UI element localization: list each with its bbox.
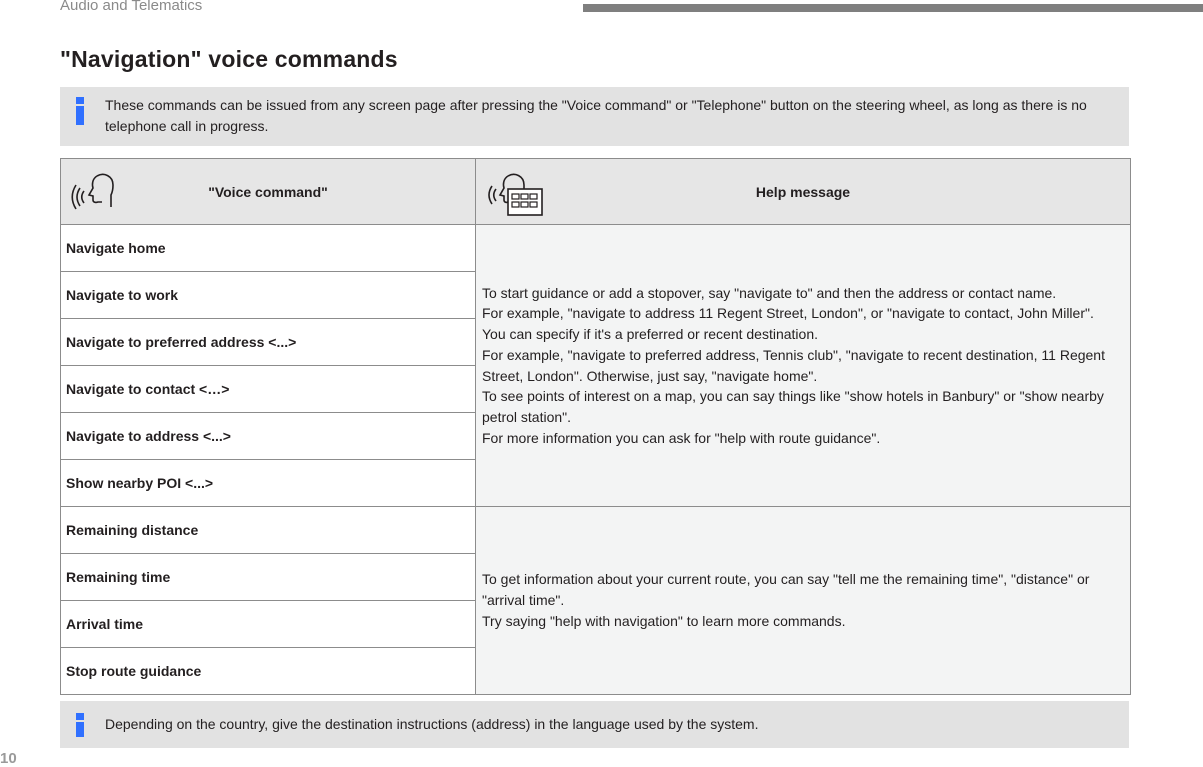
command-cell: Navigate to work [61,272,476,319]
info-text: Depending on the country, give the destination instructions (address) in the language used by the system. [105,716,759,732]
column-header-label: Help message [755,183,851,200]
command-cell: Remaining time [61,554,476,601]
command-cell: Show nearby POI <...> [61,460,476,507]
page-title: "Navigation" voice commands [60,46,398,72]
help-line: You can specify if it's a preferred or recent destination. [482,326,819,343]
command-cell: Navigate home [61,225,476,272]
help-message-cell [476,225,1131,507]
voice-commands-table [60,158,1131,695]
help-line: For more information you can ask for "help with route guidance". [482,429,881,446]
info-box-bottom [60,701,1129,748]
column-header-help-message [476,159,1131,225]
command-cell: Stop route guidance [61,648,476,695]
command-cell: Arrival time [61,601,476,648]
command-cell: Navigate to contact <…> [61,366,476,413]
column-header-label: "Voice command" [208,183,328,200]
help-line: To start guidance or add a stopover, say "navigate to" and then the address or contact name. [482,284,1057,301]
section-label: Audio and Telematics [60,0,203,14]
page-number: 10 [0,750,17,767]
help-line: To get information about your current route, you can say "tell me the remaining time", "distance" or "arrival time". [482,571,1090,609]
table-header-row [61,159,1131,225]
header-bar [583,4,1203,12]
help-line: For example, "navigate to address 11 Regent Street, London", or "navigate to contact, John Miller". [482,305,1094,322]
voice-command-icon [71,167,117,216]
help-message-icon [486,167,546,220]
info-icon [74,713,86,737]
info-box-top [60,87,1129,146]
table-row [61,225,1131,272]
command-cell: Navigate to preferred address <...> [61,319,476,366]
command-cell: Remaining distance [61,507,476,554]
info-text: These commands can be issued from any screen page after pressing the "Voice command" or "Telephone" button on the steering wheel, as long as there is no telephone call in progress. [105,97,1087,134]
table-row [61,507,1131,554]
command-cell: Navigate to address <...> [61,413,476,460]
help-line: To see points of interest on a map, you can say things like "show hotels in Banbury" or "show nearby petrol station". [482,388,1104,425]
info-icon [74,97,86,125]
help-line: For example, "navigate to preferred address, Tennis club", "navigate to recent destination, 11 Regent Street, London". Otherwise, just say, "navigate home". [482,346,1105,384]
column-header-voice-command [61,159,476,225]
help-line: Try saying "help with navigation" to learn more commands. [482,612,846,629]
help-message-cell [476,507,1131,695]
